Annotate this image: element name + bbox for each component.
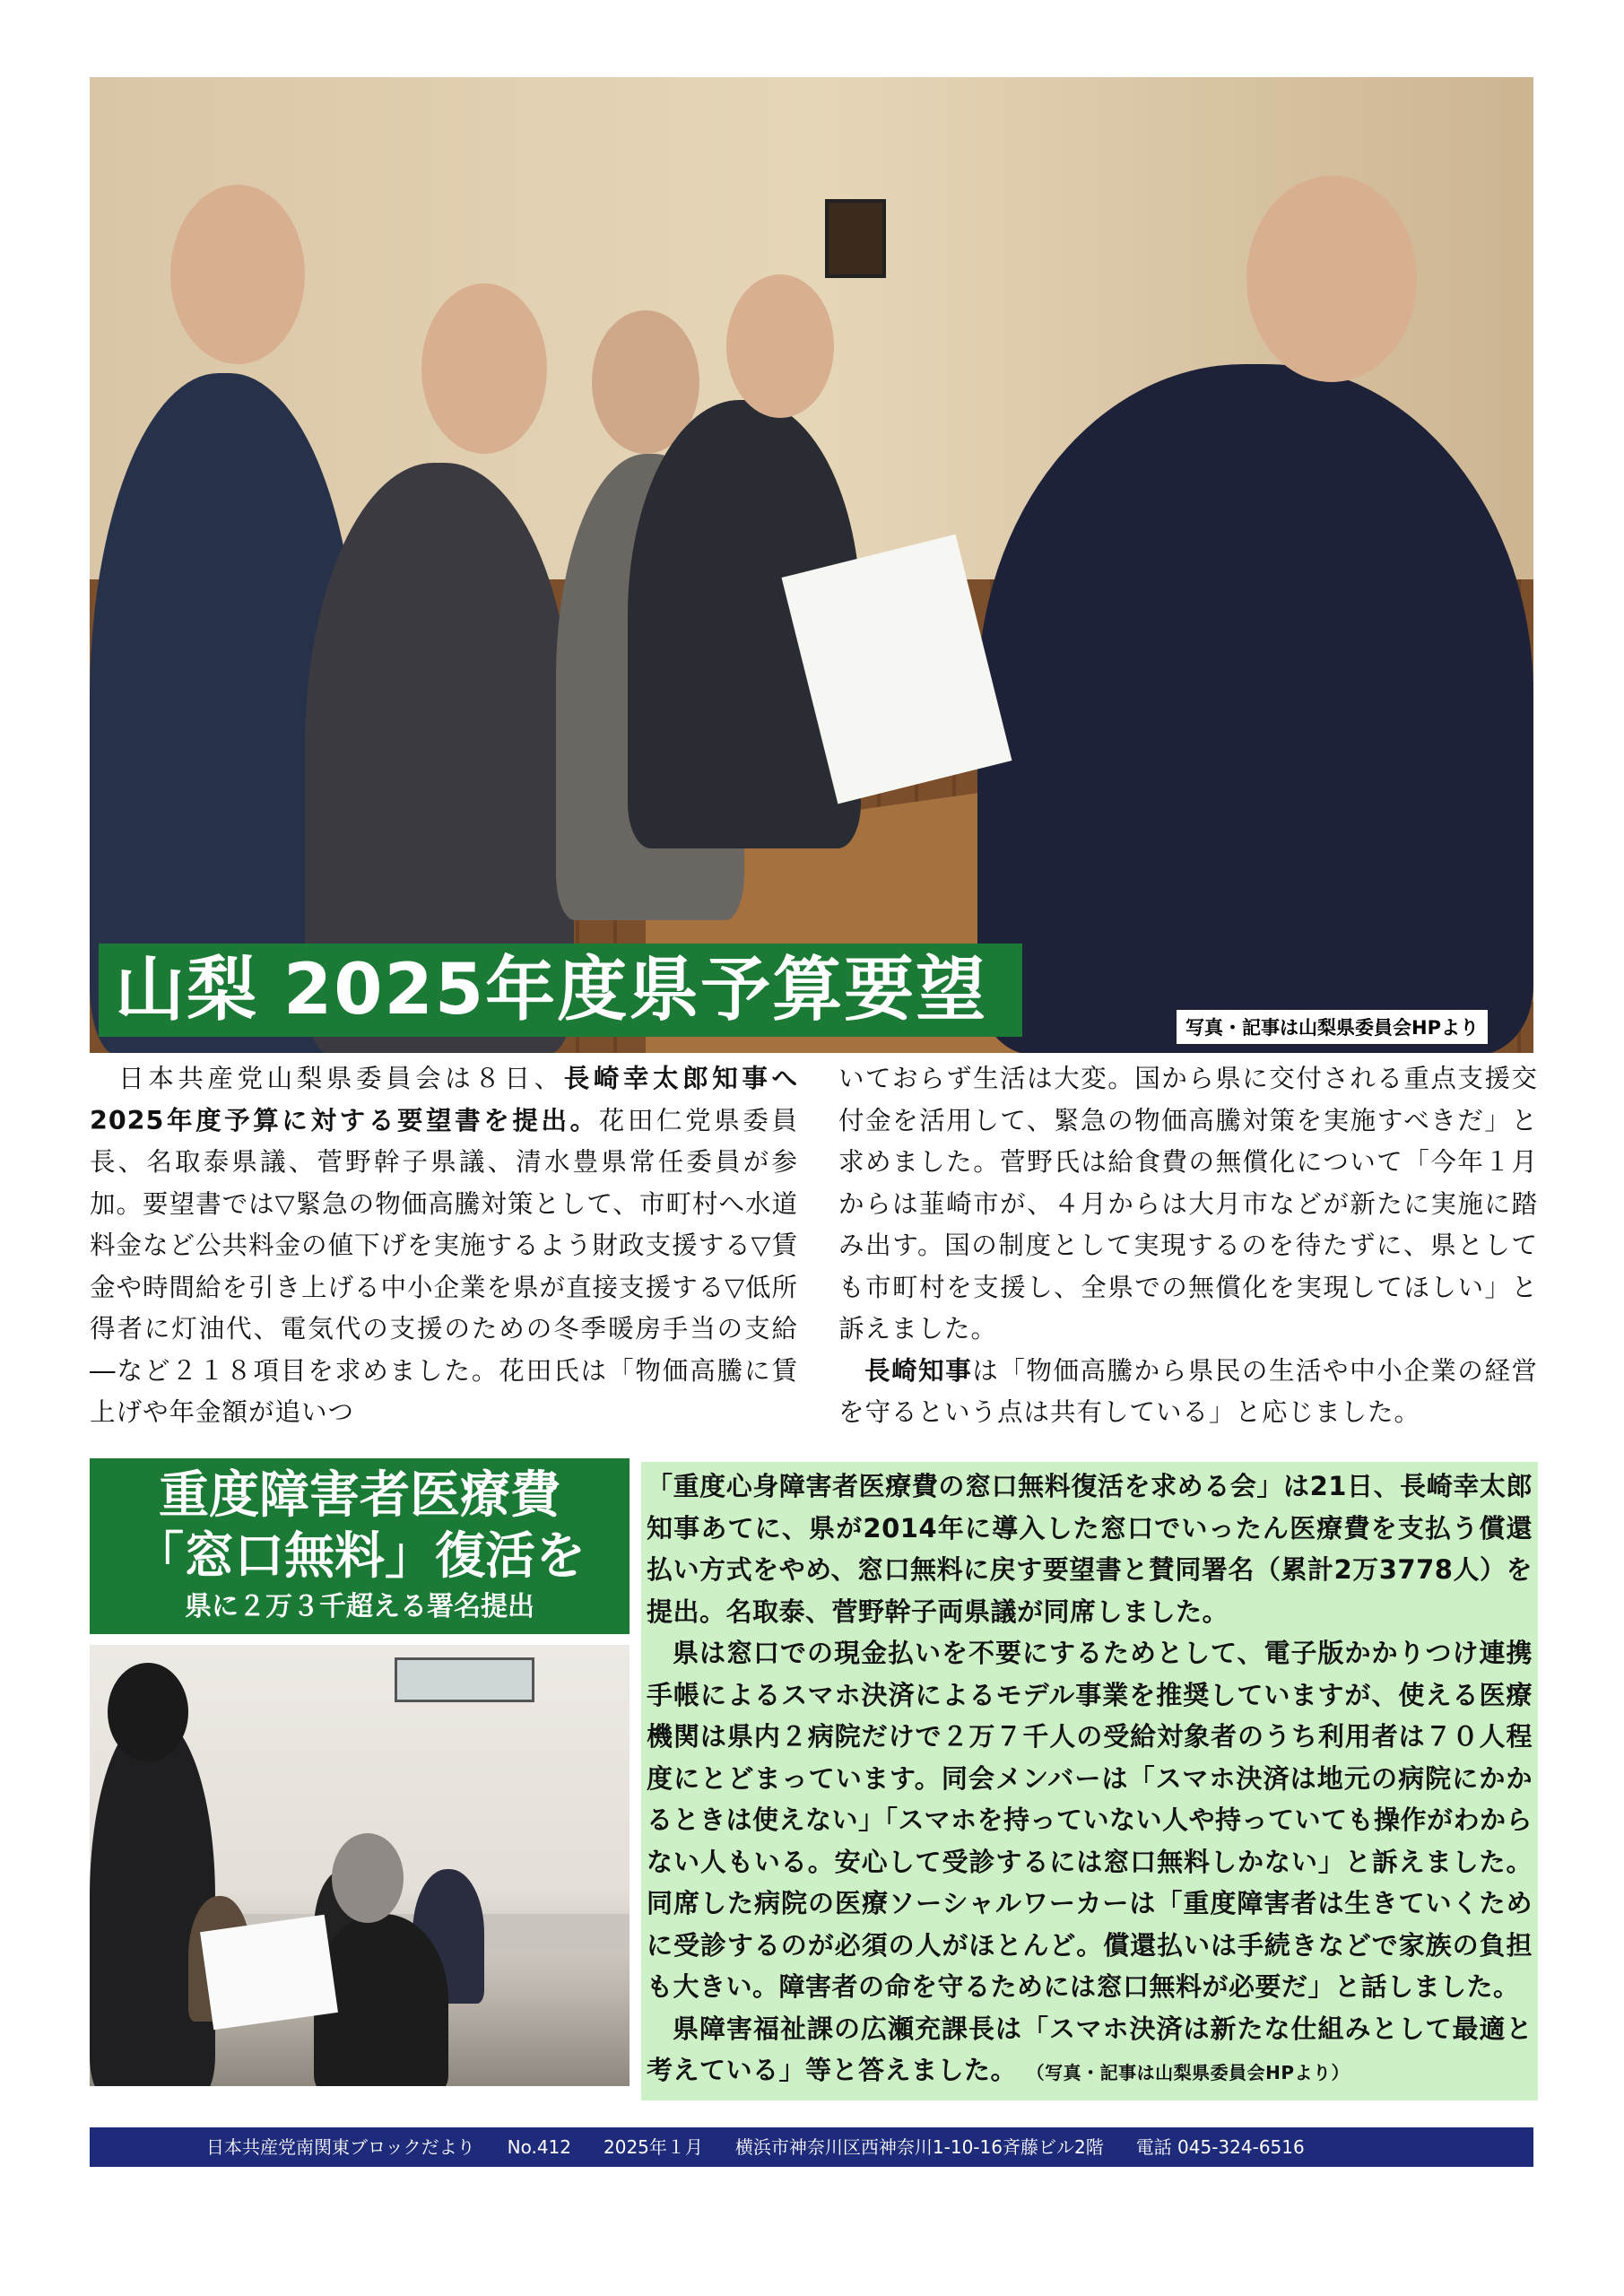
article1-body: 花田仁党県委員長、名取泰県議、菅野幹子県議、清水豊県常任委員が参加。要望書では▽緊急の物価高騰対策として、市町村へ水道料金など公共料金の値下げを実施するよう財政支援する▽賃金や時間給を引き上げる中小企業を県が直接支援する▽低所得者に灯油代、電気代の支援のための冬季暖房手当の支給―など２１８項目を求めました。花田氏は「物価高騰に賃上げや年金額が追いつ: [90, 1105, 798, 1427]
article2-paragraph-2: 県は窓口での現金払いを不要にするためとして、電子版かかりつけ連携手帳によるスマホ決済によるモデル事業を推奨していますが、使える医療機関は県内２病院だけで２万７千人の受給対象者のうち利用者は７０人程度にとどまっています。同会メンバーは「スマホ決済は地元の病院にかかるときは使えない」「スマホを持っていない人や持っていても操作がわからない人もいる。安心して受診するには窓口無料しかない」と訴えました。同席した病院の医療ソーシャルワーカーは「重度障害者は生きていくために受診するのが必須の人がほとんど。償還払いは手続きなどで家族の負担も大きい。障害者の命を守るためには窓口無料が必要だ」と話しました。: [647, 1638, 1533, 2002]
article1-paragraph-end: は「物価高騰から県民の生活や中小企業の経営を守るという点は共有している」と応じました。: [838, 1355, 1538, 1427]
top-photo: [90, 77, 1533, 1053]
article2-headline-line1: 重度障害者医療費: [159, 1466, 560, 1525]
footer-bar: [90, 2127, 1533, 2167]
article2-photo: [90, 1645, 630, 2086]
article2-subheadline: 県に２万３千超える署名提出: [185, 1591, 534, 1622]
headline-title: 2025年度県予算要望: [267, 944, 1022, 1037]
article1-governor: 長崎知事: [864, 1355, 973, 1386]
footer-publication: 日本共産党南関東ブロックだより: [206, 2136, 475, 2158]
headline-prefecture: 山梨: [99, 944, 283, 1037]
article1-column-1: [90, 1058, 798, 1434]
footer-date: 2025年１月: [604, 2136, 703, 2158]
article1-paragraph: いておらず生活は大変。国から県に交付される重点支援交付金を活用して、緊急の物価高騰対策を実施すべきだ」と求めました。菅野氏は給食費の無償化について「今年１月からは韮崎市が、４月からは大月市などが新たに実施に踏み出す。国の制度として実現するのを待たずに、県としても市町村を支援し、全県での無償化を実現してほしい」と訴えました。: [838, 1064, 1538, 1344]
photo-credit: 写真・記事は山梨県委員会HPより: [1177, 1010, 1488, 1044]
article1-column-2: [838, 1058, 1538, 1434]
article1-lead-bold: 長崎幸太郎知事へ2025年度予算に対する要望書を提出。: [90, 1064, 798, 1135]
article2-text-box: [641, 1462, 1538, 2100]
footer-issue: No.412: [507, 2136, 571, 2158]
article2-credit: （写真・記事は山梨県委員会HPより）: [1026, 2062, 1350, 2083]
article2-headline-box: [90, 1458, 630, 1634]
article2-headline-line2: 「窓口無料」復活を: [134, 1527, 586, 1586]
footer-address: 横浜市神奈川区西神奈川1-10-16斉藤ビル2階: [734, 2136, 1104, 2158]
article2-paragraph-3: 県障害福祉課の広瀬充課長は「スマホ決済は新たな仕組みとして最適と考えている」等と答えました。: [647, 2013, 1533, 2085]
article2-paragraph-1: 「重度心身障害者医療費の窓口無料復活を求める会」は21日、長崎幸太郎知事あてに、県が2014年に導入した窓口でいったん医療費を支払う償還払い方式をやめ、窓口無料に戻す要望書と賛同署名（累計2万3778人）を提出。名取泰、菅野幹子両県議が同席しました。: [647, 1471, 1533, 1627]
footer-phone: 電話 045-324-6516: [1135, 2136, 1305, 2158]
article1-lead: 日本共産党山梨県委員会は８日、: [115, 1064, 564, 1093]
